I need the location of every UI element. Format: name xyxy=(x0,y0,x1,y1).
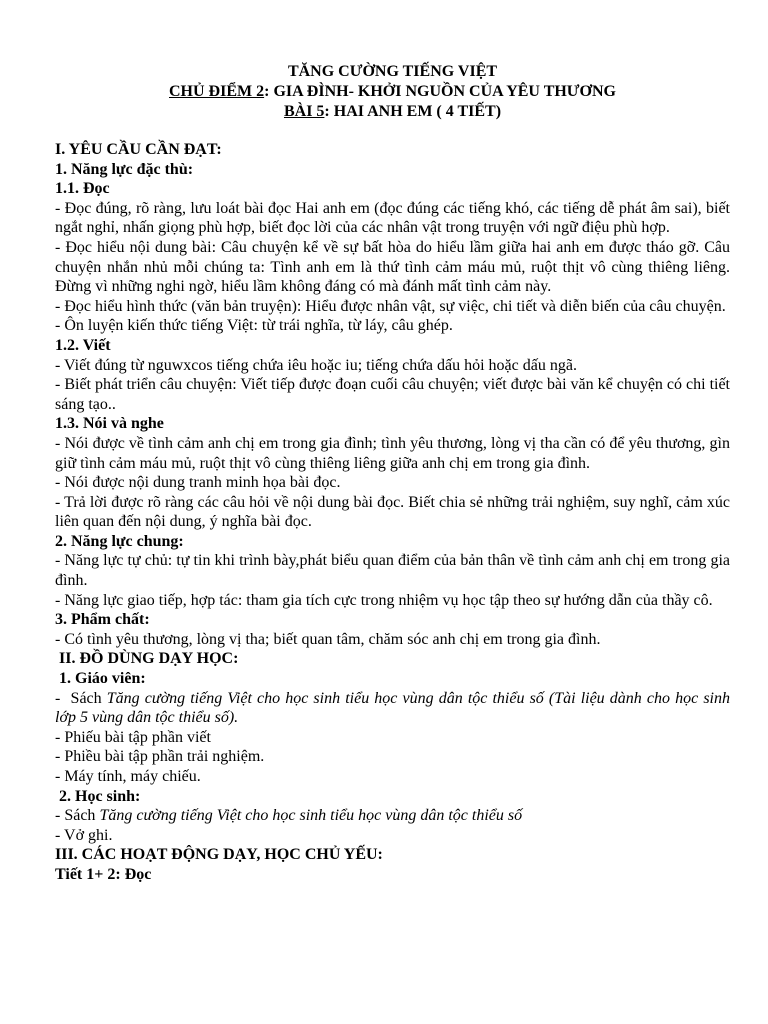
section-3-heading: III. CÁC HOẠT ĐỘNG DẠY, HỌC CHỦ YẾU: xyxy=(55,846,383,864)
student-item-1: - Vở ghi. xyxy=(55,826,113,844)
spacer xyxy=(55,122,730,140)
lesson-label: BÀI 5 xyxy=(283,103,325,120)
lesson-text: : HAI ANH EM ( 4 TIẾT) xyxy=(324,103,502,120)
teacher-item-2: - Phiều bài tập phần trải nghiệm. xyxy=(55,748,265,766)
speaking-item-3: - Trả lời được rõ ràng các câu hỏi về nội dung bài đọc. Biết chia sẻ những trải nghiệm, suy nghĩ, cảm xúc liên quan đến nội dung, ý nghĩa bài đọc. xyxy=(55,493,730,531)
writing-item-1: - Viết đúng từ nguwxcos tiếng chứa iêu hoặc iu; tiếng chứa dấu hỏi hoặc dấu ngã. xyxy=(55,356,577,374)
doc-title-line2 xyxy=(55,82,730,102)
reading-item-1: - Đọc đúng, rõ ràng, lưu loát bài đọc Hai anh em (đọc đúng các tiếng khó, các tiếng dễ phát âm sai), biết ngắt nghỉ, nhấn giọng phù hợp, biết đọc lời của các nhân vật trong truyện với ngữ điệu phù hợp. xyxy=(55,199,730,237)
section-2-heading: II. ĐỒ DÙNG DẠY HỌC: xyxy=(55,650,239,668)
speaking-item-2: - Nói được nội dung tranh minh họa bài đọc. xyxy=(55,474,341,492)
general-competence-heading: 2. Năng lực chung: xyxy=(55,532,184,550)
doc-title-line1: TĂNG CƯỜNG TIẾNG VIỆT xyxy=(287,63,498,80)
teacher-heading: 1. Giáo viên: xyxy=(55,670,146,688)
teacher-book-prefix: - Sách xyxy=(55,689,107,707)
teacher-item-3: - Máy tính, máy chiếu. xyxy=(55,768,201,785)
section-1-heading: I. YÊU CẦU CẦN ĐẠT: xyxy=(55,141,222,158)
general-item-2: - Năng lực giao tiếp, hợp tác: tham gia tích cực trong nhiệm vụ học tập theo sự hướng dẫn của thầy cô. xyxy=(55,591,713,609)
student-book-item xyxy=(55,806,730,826)
speaking-item-1: - Nói được về tình cảm anh chị em trong gia đình; tình yêu thương, lòng vị tha cần có để yêu thương, gìn giữ tình cảm máu mủ, ruột thịt vô cùng thiêng liêng giữa anh chị em trong gia đình. xyxy=(55,434,730,472)
reading-item-2: - Đọc hiểu nội dung bài: Câu chuyện kể về sự bất hòa do hiểu lầm giữa hai anh em được tháo gỡ. Câu chuyện nhắn nhủ mỗi chúng ta: Tình anh em là thứ tình cảm máu mủ, ruột thịt vô cùng thiêng liêng. Đừng vì những nghi ngờ, hiểu lầm không đáng có mà đánh mất tình cảm này. xyxy=(55,238,730,296)
qualities-item-1: - Có tình yêu thương, lòng vị tha; biết quan tâm, chăm sóc anh chị em trong gia đình. xyxy=(55,630,601,648)
topic-text: : GIA ĐÌNH- KHỞI NGUỒN CỦA YÊU THƯƠNG xyxy=(264,83,616,100)
teacher-book-item xyxy=(55,689,730,728)
writing-item-2: - Biết phát triển câu chuyện: Viết tiếp được đoạn cuối câu chuyện; viết được bài văn kể chuyện có chi tiết sáng tạo.. xyxy=(55,376,730,413)
section-1-1-heading: 1. Năng lực đặc thù: xyxy=(55,160,194,178)
writing-heading: 1.2. Viết xyxy=(55,336,111,354)
reading-item-3: - Đọc hiểu hình thức (văn bản truyện): Hiểu được nhân vật, sự việc, chi tiết và diễn biến của câu chuyện. xyxy=(55,297,726,315)
section-3-sub: Tiết 1+ 2: Đọc xyxy=(55,865,152,883)
reading-heading: 1.1. Đọc xyxy=(55,180,110,198)
reading-item-4: - Ôn luyện kiến thức tiếng Việt: từ trái nghĩa, từ láy, câu ghép. xyxy=(55,317,453,335)
student-book-title: Tăng cường tiếng Việt cho học sinh tiểu học vùng dân tộc thiểu số xyxy=(99,807,523,825)
student-book-prefix: - Sách xyxy=(55,807,100,825)
student-heading: 2. Học sinh: xyxy=(55,787,141,805)
teacher-item-1: - Phiếu bài tập phần viết xyxy=(55,728,211,746)
topic-label: CHỦ ĐIỂM 2 xyxy=(169,83,265,100)
teacher-book-title: Tăng cường tiếng Việt cho học sinh tiểu học vùng dân tộc thiểu số (Tài liệu dành cho học sinh lớp 5 vùng dân tộc thiểu số). xyxy=(55,689,730,727)
doc-title-line3 xyxy=(55,102,730,122)
speaking-heading: 1.3. Nói và nghe xyxy=(55,415,164,433)
qualities-heading: 3. Phẩm chất: xyxy=(55,611,150,629)
general-item-1: - Năng lực tự chủ: tự tin khi trình bày,phát biểu quan điểm của bản thân về tình cảm anh chị em trong gia đình. xyxy=(55,552,730,590)
